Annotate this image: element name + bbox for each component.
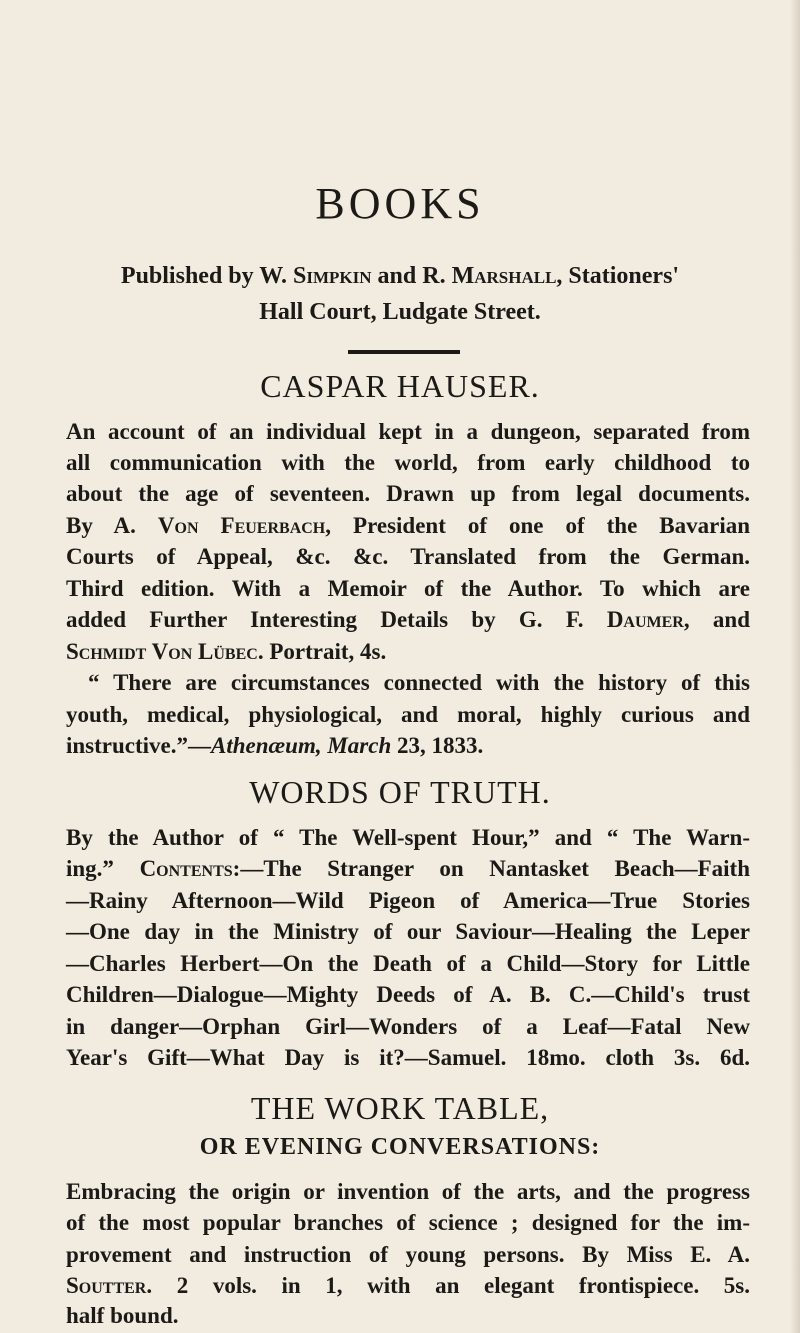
caspar-line-6: Third edition. With a Memoir of the Author. To which are (66, 576, 750, 601)
author-schmidt: Schmidt Von Lübec. (66, 639, 264, 664)
divider-rule (348, 350, 460, 354)
words-line-6: Children—Dialogue—Mighty Deeds of A. B. C.—Child's trust (66, 982, 750, 1007)
work-line-5: half bound. (66, 1303, 179, 1328)
publisher-line-2: Hall Court, Ludgate Street. (259, 299, 541, 325)
page-title: BOOKS (315, 179, 485, 228)
author-feuerbach: Von Feuerbach, (157, 513, 332, 538)
work-line-2: of the most popular branches of science ; designed for the im- (66, 1210, 750, 1235)
words-line-2: ing.” Contents:—The Stranger on Nantasket Beach—Faith (66, 856, 750, 881)
caspar-line-5: Courts of Appeal, &c. &c. Translated from the German. (66, 544, 750, 569)
work-line-4: Soutter. 2 vols. in 1, with an elegant frontispiece. 5s. (66, 1273, 750, 1298)
words-line-7: in danger—Orphan Girl—Wonders of a Leaf—Fatal New (66, 1014, 750, 1039)
author-daumer: Daumer, (606, 607, 690, 632)
caspar-line-3: about the age of seventeen. Drawn up from legal documents. (66, 481, 750, 506)
words-line-1: By the Author of “ The Well-spent Hour,” and “ The Warn- (66, 825, 750, 850)
work-line-1: Embracing the origin or invention of the arts, and the progress (66, 1179, 750, 1204)
words-line-5: —Charles Herbert—On the Death of a Child—Story for Little (66, 951, 750, 976)
caspar-line-4: By A. Von Feuerbach, President of one of the Bavarian (66, 513, 751, 538)
words-line-3: —Rainy Afternoon—Wild Pigeon of America—True Stories (66, 888, 750, 913)
caspar-quote-line-2: youth, medical, physiological, and moral, highly curious and (66, 702, 750, 727)
work-line-3: provement and instruction of young persons. By Miss E. A. (66, 1242, 750, 1267)
caspar-line-8: Schmidt Von Lübec. Portrait, 4s. (66, 639, 387, 664)
caspar-line-1: An account of an individual kept in a dungeon, separated from (66, 419, 750, 444)
section-subtitle-evening-conversations: OR EVENING CONVERSATIONS: (199, 1134, 601, 1160)
words-line-8: Year's Gift—What Day is it?—Samuel. 18mo. cloth 3s. 6d. (66, 1045, 750, 1070)
publisher-name-marshall: Marshall, (451, 263, 563, 289)
section-title-words-of-truth: WORDS OF TRUTH. (249, 774, 551, 810)
section-title-caspar-hauser: CASPAR HAUSER. (260, 368, 540, 404)
publisher-name-simpkin: Simpkin (293, 263, 372, 289)
author-soutter: Soutter. (66, 1273, 153, 1298)
caspar-line-2: all communication with the world, from early childhood to (66, 450, 750, 475)
caspar-line-7: added Further Interesting Details by G. F. Daumer, and (66, 607, 751, 632)
words-line-4: —One day in the Ministry of our Saviour—Healing the Leper (66, 919, 750, 944)
citation-athenaeum: Athenæum, March (211, 733, 392, 758)
section-title-work-table: THE WORK TABLE, (250, 1090, 550, 1126)
caspar-quote-line-3: instructive.”—Athenæum, March 23, 1833. (66, 733, 484, 758)
contents-label: Contents (139, 856, 233, 881)
caspar-quote-line-1: “ There are circumstances connected with the history of this (88, 670, 750, 695)
publisher-line-1: Published by W. Simpkin and R. Marshall, Stationers' (120, 263, 680, 289)
